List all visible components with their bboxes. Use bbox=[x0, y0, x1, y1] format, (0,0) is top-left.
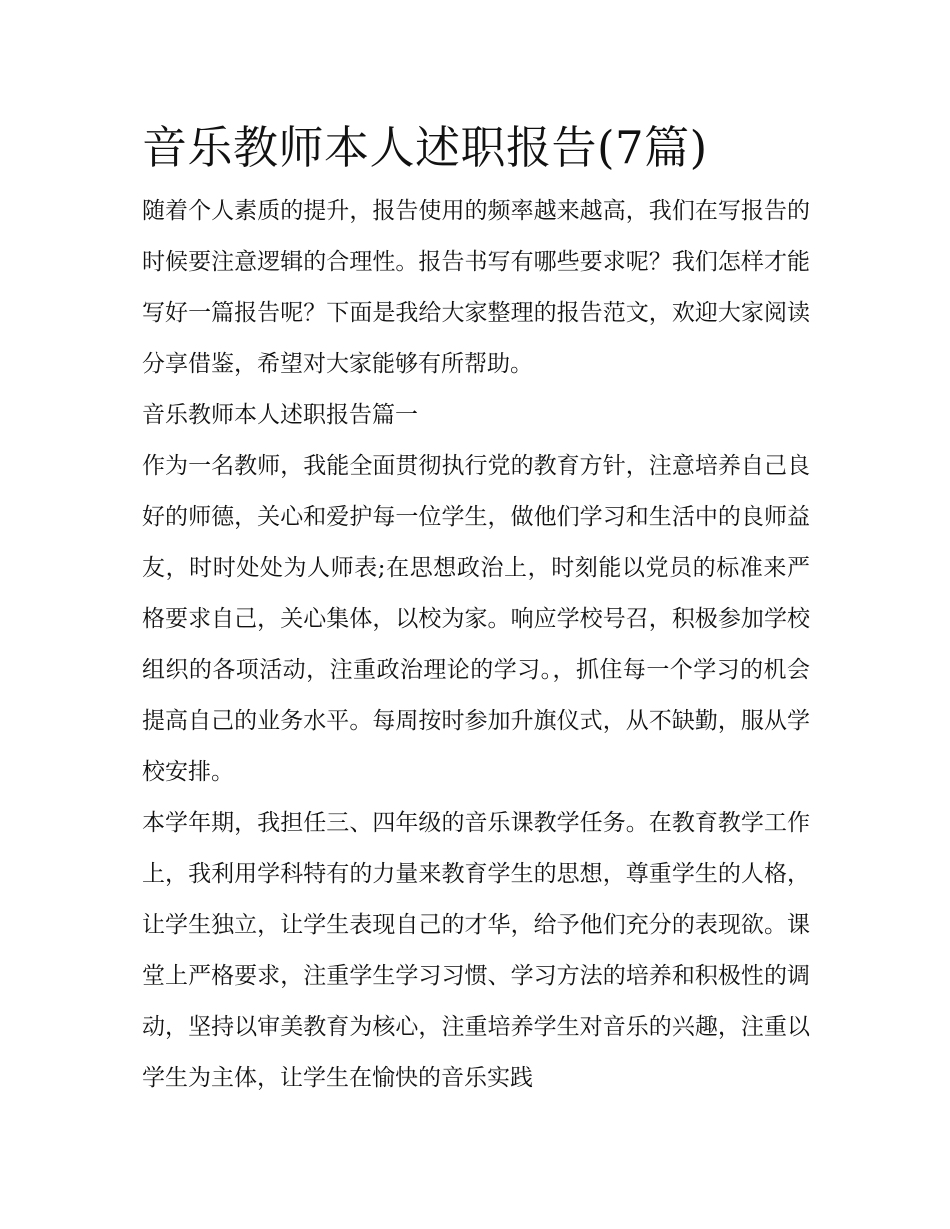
body-paragraph-1: 作为一名教师，我能全面贯彻执行党的教育方针，注意培养自己良好的师德，关心和爱护每一位学生，做他们学习和生活中的良师益友，时时处处为人师表;在思想政治上，时刻能以党员的标准来严格要求自己，关心集体，以校为家。响应学校号召，积极参加学校组织的各项活动，注重政治理论的学习。，抓住每一个学习的机会提高自己的业务水平。每周按时参加升旗仪式，从不缺勤，服从学校安排。 bbox=[142, 453, 810, 785]
body-paragraph-2: 本学年期，我担任三、四年级的音乐课教学任务。在教育教学工作上，我利用学科特有的力量来教育学生的思想，尊重学生的人格，让学生独立，让学生表现自己的才华，给予他们充分的表现欲。课堂上严格要求，注重学生学习习惯、学习方法的培养和积极性的调动，坚持以审美教育为核心，注重培养学生对音乐的兴趣，注重以学生为主体，让学生在愉快的音乐实践 bbox=[142, 810, 810, 1091]
document-title: 音乐教师本人述职报告(7篇) bbox=[142, 121, 708, 174]
document-body bbox=[142, 116, 810, 1104]
section-heading: 音乐教师本人述职报告篇一 bbox=[142, 402, 418, 428]
intro-paragraph: 随着个人素质的提升，报告使用的频率越来越高，我们在写报告的时候要注意逻辑的合理性。报告书写有哪些要求呢？我们怎样才能写好一篇报告呢？下面是我给大家整理的报告范文，欢迎大家阅读分享借鉴，希望对大家能够有所帮助。 bbox=[142, 198, 810, 377]
